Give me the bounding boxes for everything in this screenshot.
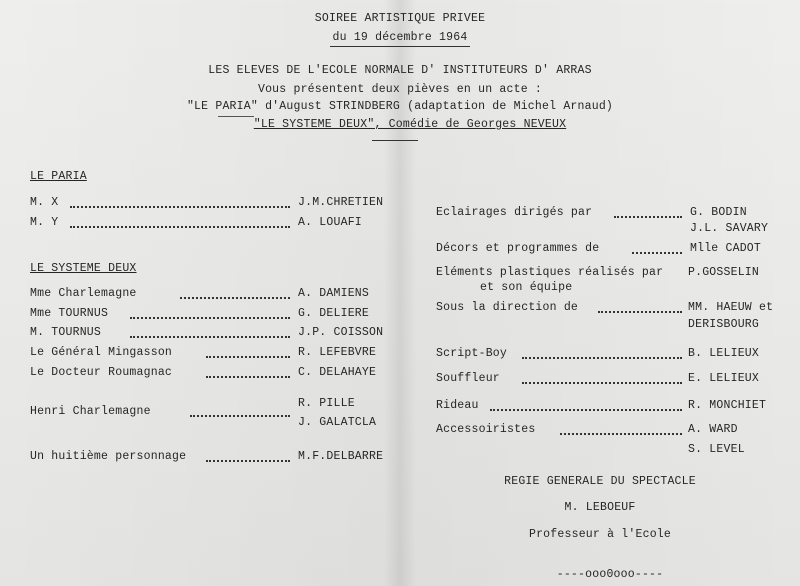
role-docteur-roumagnac: Le Docteur Roumagnac — [30, 366, 173, 379]
regie-name: M. LEBOEUF — [564, 501, 636, 514]
crew-direction-label: Sous la direction de — [436, 301, 579, 314]
crew-souffleur-name: E. LELIEUX — [688, 372, 760, 385]
crew-souffleur-label: Souffleur — [436, 372, 500, 385]
role-m-x: M. X — [30, 196, 59, 209]
role-mme-tournus: Mme TOURNUS — [30, 307, 109, 320]
actor-coisson: J.P. COISSON — [298, 326, 384, 339]
dot-leader — [206, 460, 290, 462]
crew-elements-name: P.GOSSELIN — [688, 266, 760, 279]
actor-delahaye: C. DELAHAYE — [298, 366, 377, 379]
dot-leader — [70, 226, 290, 228]
dot-leader — [632, 252, 682, 254]
dot-leader — [614, 216, 682, 218]
strike-mark — [218, 116, 254, 117]
dot-leader — [522, 357, 682, 359]
crew-script-label: Script-Boy — [436, 347, 508, 360]
role-mme-charlemagne: Mme Charlemagne — [30, 287, 137, 300]
crew-elements-label2: et son équipe — [480, 281, 573, 294]
program-date: du 19 décembre 1964 — [332, 31, 468, 44]
date-underline — [330, 46, 470, 47]
actor-deliere: G. DELIERE — [298, 307, 370, 320]
crew-eclairages-name2: J.L. SAVARY — [690, 222, 769, 235]
play2-line: "LE SYSTEME DEUX", Comédie de Georges NEVEUX — [253, 118, 567, 131]
actor-pille: R. PILLE — [298, 397, 355, 410]
dot-leader — [130, 336, 290, 338]
crew-decors-name: Mlle CADOT — [690, 242, 762, 255]
crew-direction-name: MM. HAEUW et — [688, 301, 774, 314]
actor-m-y: A. LOUAFI — [298, 216, 362, 229]
role-general-mingasson: Le Général Mingasson — [30, 346, 173, 359]
crew-accessoiristes-name: A. WARD — [688, 423, 738, 436]
role-m-y: M. Y — [30, 216, 59, 229]
actor-damiens: A. DAMIENS — [298, 287, 370, 300]
crew-decors-label: Décors et programmes de — [436, 242, 600, 255]
dot-leader — [180, 297, 290, 299]
systeme-heading: LE SYSTEME DEUX — [30, 262, 137, 275]
actor-m-x: J.M.CHRETIEN — [298, 196, 384, 209]
play1-line: "LE PARIA" d'August STRINDBERG (adaptation de Michel Arnaud) — [186, 100, 614, 113]
crew-script-name: B. LELIEUX — [688, 347, 760, 360]
header-rule — [372, 140, 418, 141]
intro-line: Vous présentent deux pièves en un acte : — [257, 83, 543, 96]
dot-leader — [190, 415, 290, 417]
dot-leader — [560, 433, 682, 435]
crew-rideau-name: R. MONCHIET — [688, 399, 767, 412]
role-huitieme-personnage: Un huitième personnage — [30, 450, 187, 463]
footer-ornament: ----ooo0ooo---- — [556, 568, 664, 581]
crew-accessoiristes-name2: S. LEVEL — [688, 443, 745, 456]
dot-leader — [70, 206, 290, 208]
role-henri-charlemagne: Henri Charlemagne — [30, 405, 151, 418]
regie-heading: REGIE GENERALE DU SPECTACLE — [504, 475, 696, 488]
regie-title: Professeur à l'Ecole — [528, 528, 672, 541]
actor-galatcla: J. GALATCLA — [298, 416, 377, 429]
crew-direction-name2: DERISBOURG — [688, 318, 760, 331]
program-title: SOIREE ARTISTIQUE PRIVEE — [314, 12, 486, 25]
crew-elements-label: Eléments plastiques réalisés par — [436, 266, 664, 279]
dot-leader — [490, 409, 682, 411]
paria-heading: LE PARIA — [30, 170, 87, 183]
crew-eclairages-label: Eclairages dirigés par — [436, 206, 593, 219]
crew-accessoiristes-label: Accessoiristes — [436, 423, 536, 436]
crew-eclairages-name: G. BODIN — [690, 206, 747, 219]
dot-leader — [206, 376, 290, 378]
school-line: LES ELEVES DE L'ECOLE NORMALE D' INSTITUTEURS D' ARRAS — [208, 64, 592, 77]
actor-lefebvre: R. LEFEBVRE — [298, 346, 377, 359]
dot-leader — [598, 311, 682, 313]
dot-leader — [206, 356, 290, 358]
dot-leader — [130, 317, 290, 319]
actor-delbarre: M.F.DELBARRE — [298, 450, 384, 463]
role-m-tournus: M. TOURNUS — [30, 326, 102, 339]
crew-rideau-label: Rideau — [436, 399, 479, 412]
dot-leader — [522, 382, 682, 384]
